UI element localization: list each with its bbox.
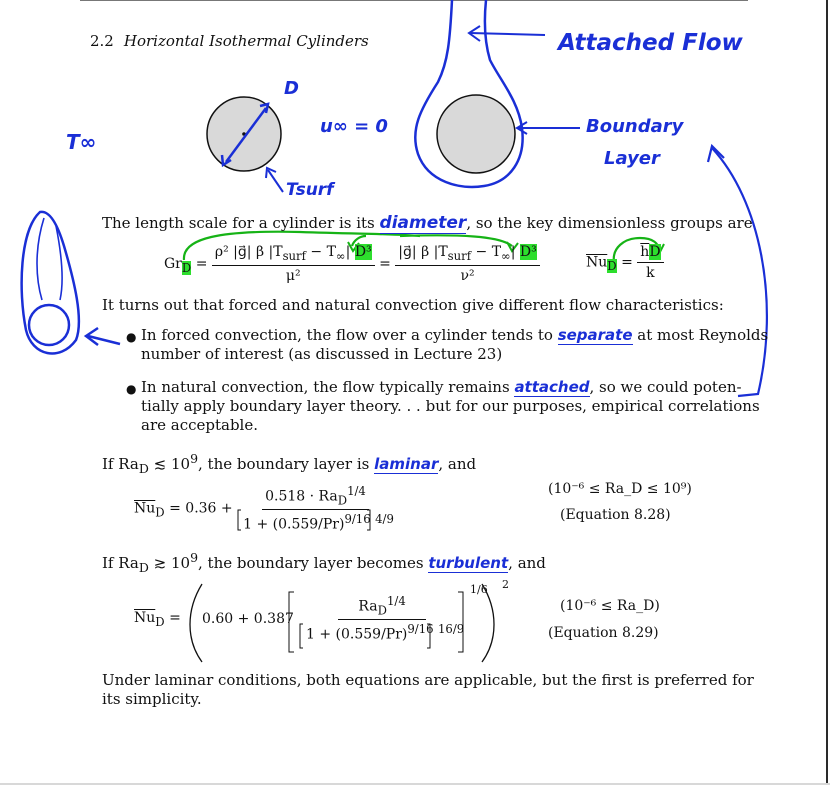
equation-8-28: $\overline{Nu}_D = 0.36$ + $\frac{0.518 \cdot Ra_D^{1/4}}{1 + (0.559/Pr)^{9/16} ^{4/9}}$ [134,484,394,534]
section-number: 2.2 [90,32,114,50]
equation-8-29-lhs: $\overline{Nu}_D$ = [134,610,181,629]
bullet-dot: ● [126,330,137,344]
bullet-natural-convection: In natural convection, the flow typically remains attached, so we could poten- tially apply boundary layer theory. . . but for our purposes, empirical correlations are acceptable. [141,378,760,434]
hw-boundary: Boundary [586,116,684,137]
gr-symbol: $Gr_D$ = [164,255,208,275]
hw-attached: attached [514,378,590,396]
nusselt-definition: $\overline{Nu}_D$ = $\frac{\overline{h}D}{k}$ [586,244,664,281]
hw-turbulent: turbulent [428,554,509,572]
grashof-equation: $Gr_D$ = $\frac{\rho^2 |g⃗| \beta |T_{surf} - T_\infty| D^3}{\text{μ²}}$ = $\frac{|g⃗| \beta |T_{surf} - T_\infty| D^3}{\text{ν²}}$ [164,244,540,284]
paragraph-laminar-condition: If $Ra_D$ ≲ $10^9$, the boundary layer is laminar, and [102,451,477,476]
hw-laminar: laminar [374,455,439,473]
eq29-label: (Equation 8.29) [548,625,659,641]
paragraph-turbulent-condition: If $Ra_D$ ≳ $10^9$, the boundary layer becomes turbulent, and [102,550,546,575]
paragraph-flow-characteristics: It turns out that forced and natural convection give different flow characteristics: [102,296,724,314]
eq29-range: (10⁻⁶ ≤ Ra_D) [560,598,660,614]
equation-8-29-fraction: $\frac{Ra_D^{1/4}}{1 + (0.559/Pr)^{9/16} ^{16/9}}$ [306,594,465,644]
hw-d: D [284,78,299,99]
paragraph-length-scale: The length scale for a cylinder is its diameter, so the key dimensionless groups are [102,213,753,233]
hw-layer: Layer [604,148,660,169]
eq28-range: (10⁻⁶ ≤ Ra_D ≤ 10⁹) [548,481,692,497]
bullet-dot: ● [126,382,137,396]
section-title: Horizontal Isothermal Cylinders [123,32,369,50]
hw-separate: separate [557,326,633,344]
eq28-label: (Equation 8.28) [560,507,671,523]
hw-t-surf: Tsurf [286,180,334,200]
paragraph-conclusion: Under laminar conditions, both equations are applicable, but the first is preferred for its simplicity. [102,671,754,708]
bullet-forced-convection: In forced convection, the flow over a cylinder tends to separate at most Reynolds number of interest (as discussed in Lecture 23) [141,326,769,363]
eq29-exp-inner: 1/6 [470,583,488,596]
hw-u-zero: u∞ = 0 [320,116,388,137]
cylinder-diagram-right [437,95,515,173]
hw-t-inf: T∞ [66,130,97,154]
hw-diameter: diameter [379,213,467,233]
page-edge-right [826,0,828,785]
eq29-exp-outer: 2 [502,578,509,591]
equation-8-29-const: 0.60 + 0.387 [202,611,294,627]
hw-attached-flow: Attached Flow [558,30,743,56]
